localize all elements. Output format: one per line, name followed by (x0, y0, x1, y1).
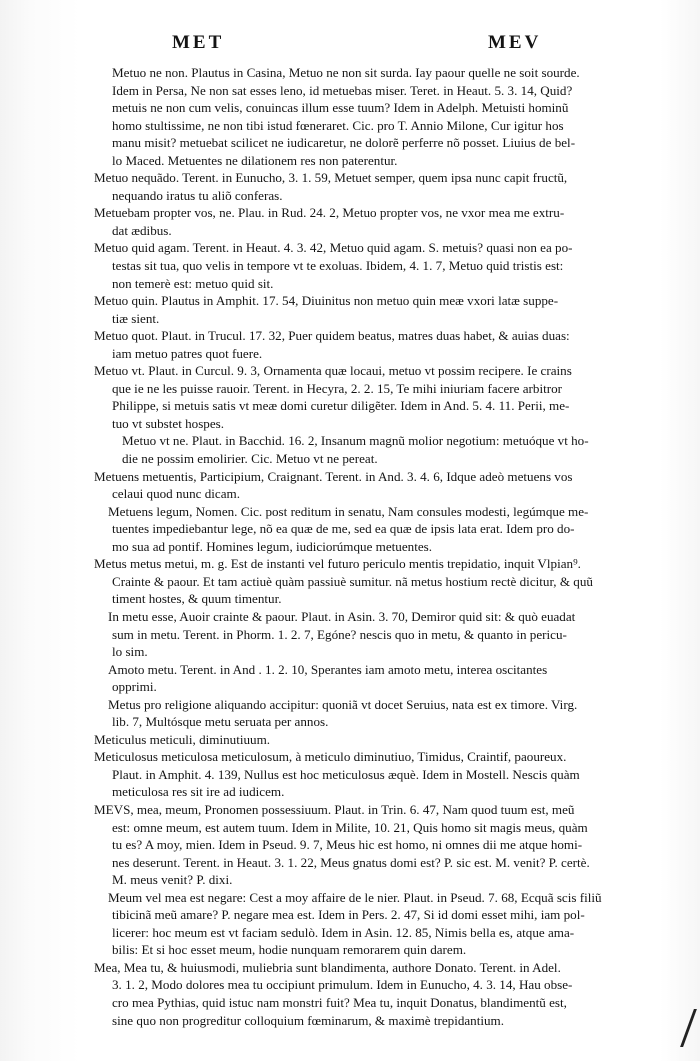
text-line: lib. 7, Multósque metu seruata per annos. (112, 714, 329, 730)
text-line: que ie ne les puisse rauoir. Terent. in Hecyra, 2. 2. 15, Te mihi iniuriam facere arbitror (112, 380, 562, 396)
text-line: Mea, Mea tu, & huiusmodi, muliebria sunt blandimenta, authore Donato. Terent. in Adel. (94, 959, 561, 975)
text-line: Meum vel mea est negare: Cest a moy affaire de le nier. Plaut. in Pseud. 7. 68, Ecquã scis filiũ (108, 889, 602, 905)
text-line: Metuebam propter vos, ne. Plau. in Rud. 24. 2, Metuo propter vos, ne vxor mea me extru- (94, 205, 565, 221)
text-line: Plaut. in Amphit. 4. 139, Nullus est hoc meticulosus æquè. Idem in Mostell. Nescis quàm (112, 766, 580, 782)
text-line: non temerè est: metuo quid sit. (112, 275, 274, 291)
entry-text (94, 64, 634, 1029)
text-line: meticulosa res sit ire ad iudicem. (112, 784, 285, 800)
text-line: iam metuo patres quot fuere. (112, 345, 263, 361)
text-line: Metuo ne non. Plautus in Casina, Metuo ne non sit surda. Iay paour quelle ne soit sourde. (112, 65, 580, 80)
text-line: Philippe, si metuis satis vt meæ domi curetur diligẽter. Idem in And. 5. 4. 11. Perii, me- (112, 398, 570, 414)
text-line: timent hostes, & quum timentur. (112, 591, 282, 607)
text-line: opprimi. (112, 679, 157, 695)
text-line: die ne possim emolirier. Cic. Metuo vt ne pereat. (122, 451, 378, 467)
text-line: bilis: Et si hoc esset meum, hodie nunquam remorarem quin darem. (112, 942, 467, 958)
running-head-left: MET (172, 32, 225, 53)
text-line: metuis ne non cum velis, conuincas illum esse tuum? Idem in Adelph. Metuisti hominũ (112, 100, 569, 116)
text-line: Meticulus meticuli, diminutiuum. (94, 731, 271, 747)
text-line: Metuens metuentis, Participium, Craignant. Terent. in And. 3. 4. 6, Idque adeò metuens vos (94, 468, 573, 484)
text-line: Meticulosus meticulosa meticulosum, à meticulo diminutiuo, Timidus, Craintif, paoureux. (94, 749, 567, 765)
text-line: MEVS, mea, meum, Pronomen possessiuum. Plaut. in Trin. 6. 47, Nam quod tuum est, meũ (94, 801, 575, 817)
text-line: dat ædibus. (112, 222, 172, 238)
text-line: Metuo quid agam. Terent. in Heaut. 4. 3. 42, Metuo quid agam. S. metuis? quasi non ea po- (94, 240, 573, 256)
text-line: Metus metus metui, m. g. Est de instanti vel futuro periculo mentis trepidatio, inquit Vlpian⁹. (94, 556, 581, 572)
text-line: tu es? A moy, mien. Idem in Pseud. 9. 7, Meus hic est homo, ni omnes dii me atque homi- (112, 837, 583, 853)
text-line: 3. 1. 2, Modo dolores mea tu occipiunt primulum. Idem in Eunucho, 4. 3. 14, Hau obse- (112, 977, 573, 993)
text-line: M. meus venit? P. dixi. (112, 872, 233, 888)
text-line: Metuo quot. Plaut. in Trucul. 17. 32, Puer quidem beatus, matres duas habet, & auias duas: (94, 328, 570, 344)
text-line: tiæ sient. (112, 310, 160, 326)
text-line: cro mea Pythias, quid istuc nam monstri fuit? Mea tu, inquit Donatus, blandimentũ est, (112, 994, 567, 1010)
text-line: licerer: hoc meum est vt faciam sedulò. Idem in Asin. 12. 85, Nimis bella es, atque ama- (112, 924, 575, 940)
text-line: sum in metu. Terent. in Phorm. 1. 2. 7, Egóne? nescis quo in metu, & quanto in pericu- (112, 626, 567, 642)
text-line: lo sim. (112, 644, 148, 660)
text-line: Metuo nequãdo. Terent. in Eunucho, 3. 1. 59, Metuet semper, quem ipsa nunc capit fructũ, (94, 170, 568, 186)
text-line: sine quo non progreditur colloquium fœminarum, & maximè trepidantium. (112, 1012, 505, 1028)
text-line: Metuo vt ne. Plaut. in Bacchid. 16. 2, Insanum magnũ molior negotium: metuóque vt ho- (122, 433, 589, 449)
text-line: tuo vt substet hospes. (112, 415, 225, 431)
running-head-right: MEV (488, 32, 542, 53)
text-line: homo stultissime, ne non tibi istud fœneraret. Cic. pro T. Annio Milone, Cur igitur hos (112, 117, 564, 133)
text-line: Metuo quin. Plautus in Amphit. 17. 54, Diuinitus non metuo quin meæ vxori latæ suppe- (94, 293, 559, 309)
text-line: Idem in Persa, Ne non sat esses leno, id metuebas miser. Teret. in Heaut. 5. 3. 14, Quid? (112, 82, 573, 98)
text-line: Metuo vt. Plaut. in Curcul. 9. 3, Ornamenta quæ locaui, metuo vt possim recipere. Ie crains (94, 363, 572, 379)
text-line: tibicinã meũ amare? P. negare mea est. Idem in Pers. 2. 47, Si id domi esset mihi, iam pol- (112, 907, 585, 923)
text-line: celaui quod nunc dicam. (112, 486, 240, 502)
text-line: lo Maced. Metuentes ne dilationem res non paterentur. (112, 152, 398, 168)
text-line: nequando iratus tu aliõ conferas. (112, 187, 283, 203)
text-line: est: omne meum, est autem tuum. Idem in Milite, 10. 21, Quis homo sit magis meus, quàm (112, 819, 588, 835)
text-line: tuentes impediebantur lege, nõ ea quæ de me, sed ea quæ de ipsis lata erat. Idem pro do- (112, 521, 575, 537)
text-line: manu misit? metuebat scilicet ne iudicaretur, ne dolorẽ perferre nõ posset. Liuius de bel- (112, 135, 576, 151)
text-line: In metu esse, Auoir crainte & paour. Plaut. in Asin. 3. 70, Demiror quid sit: & quò euadat (108, 608, 576, 624)
text-line: nes deserunt. Terent. in Heaut. 3. 1. 22, Meus gnatus domi est? P. sic est. M. venit? P. certè. (112, 854, 590, 870)
text-line: Metuens legum, Nomen. Cic. post reditum in senatu, Nam consules modesti, legúmque me- (108, 503, 589, 519)
text-line: Amoto metu. Terent. in And . 1. 2. 10, Sperantes iam amoto metu, interea oscitantes (108, 661, 548, 677)
text-line: mo sua ad pontif. Homines legum, iudiciorúmque metuentes. (112, 538, 433, 554)
page-corner-mark (658, 1009, 697, 1047)
text-line: Crainte & paour. Et tam actiuè quàm passiuè sumitur. nã metus hostium rectè dicitur, & quũ (112, 573, 593, 589)
text-line: Metus pro religione aliquando accipitur: quoniã vt docet Seruius, nata est ex timore. Virg. (108, 696, 578, 712)
text-line: testas sit tua, quo velis in tempore vt te exoluas. Ibidem, 4. 1. 7, Metuo quid tristis est: (112, 258, 564, 274)
